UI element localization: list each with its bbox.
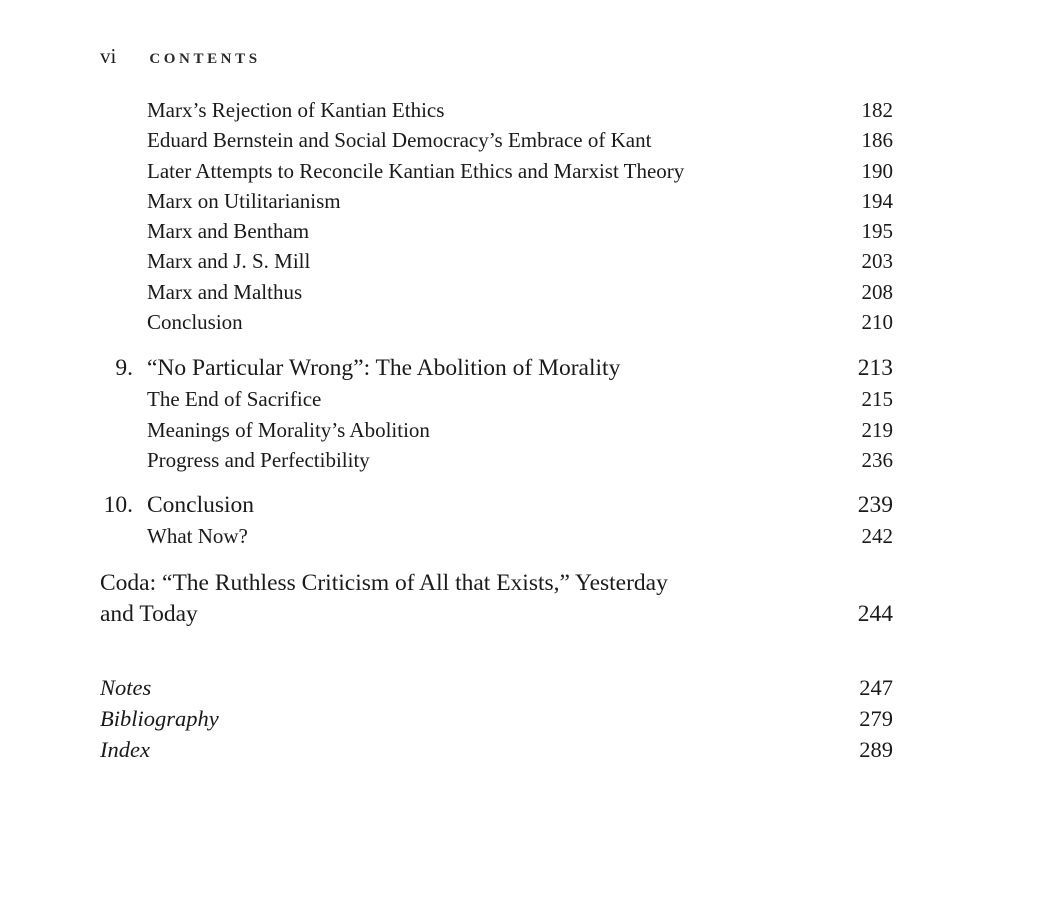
toc-entry-title xyxy=(100,568,668,630)
toc-entry xyxy=(100,186,893,216)
toc-entry-title: Marx’s Rejection of Kantian Ethics xyxy=(147,98,445,122)
toc-entry-page: 279 xyxy=(859,705,893,731)
toc-entry-page: 219 xyxy=(861,417,893,442)
toc-entry-title: What Now? xyxy=(147,524,248,549)
toc-entry-page: 182 xyxy=(861,98,893,122)
chapter-8-sections xyxy=(100,95,893,337)
page-folio: vi xyxy=(100,44,117,68)
running-header xyxy=(100,44,261,69)
toc-entry-page: 186 xyxy=(861,128,893,153)
toc-entry-page: 244 xyxy=(857,600,893,627)
toc-entry-title: Conclusion xyxy=(147,492,255,519)
toc-entry-page: 208 xyxy=(861,279,893,304)
toc-entry-title: Marx and Malthus xyxy=(147,279,303,304)
toc-entry xyxy=(100,521,893,551)
toc-entry-page: 190 xyxy=(861,158,893,183)
toc-chapter-entry xyxy=(100,353,893,384)
toc-entry-page: 236 xyxy=(861,447,893,472)
toc-entry xyxy=(100,95,893,125)
toc-entry-title: Marx and J. S. Mill xyxy=(147,249,311,274)
toc-entry-title: Meanings of Morality’s Abolition xyxy=(147,417,430,442)
toc-backmatter-entry xyxy=(100,703,893,734)
toc-entry xyxy=(100,156,893,186)
toc-entry-page: 210 xyxy=(861,310,893,335)
toc-entry-page: 203 xyxy=(861,249,893,274)
toc-entry-page: 239 xyxy=(857,492,893,519)
toc-entry xyxy=(100,277,893,307)
toc-entry-title: Progress and Perfectibility xyxy=(147,447,370,472)
chapter-number: 10. xyxy=(103,492,133,519)
toc-entry-page: 242 xyxy=(861,524,893,549)
back-matter-block xyxy=(100,672,893,765)
toc-entry xyxy=(100,216,893,246)
toc-backmatter-entry xyxy=(100,734,893,765)
toc-entry-title: Marx and Bentham xyxy=(147,219,310,244)
toc-entry-page: 195 xyxy=(861,219,893,244)
toc-chapter-entry xyxy=(100,490,893,521)
chapter-9-block xyxy=(100,353,893,475)
toc-entry-page: 194 xyxy=(861,188,893,213)
page-title: CONTENTS xyxy=(149,51,261,67)
toc-entry-title: Bibliography xyxy=(100,705,219,731)
toc-entry-title: Eduard Bernstein and Social Democracy’s Embrace of Kant xyxy=(147,128,652,153)
toc-entry-title: Marx on Utilitarianism xyxy=(147,188,341,213)
coda-title-line-2: and Today xyxy=(100,600,198,627)
toc-entry-title: “No Particular Wrong”: The Abolition of Morality xyxy=(147,355,621,382)
toc-entry-page: 215 xyxy=(861,387,893,412)
toc-entry-title: Notes xyxy=(100,674,152,700)
toc-entry-title: The End of Sacrifice xyxy=(147,387,322,412)
toc-entry-page: 247 xyxy=(859,674,893,700)
toc-entry-title: Index xyxy=(100,736,150,762)
toc-entry xyxy=(100,307,893,337)
chapter-10-block xyxy=(100,490,893,551)
toc-coda-entry xyxy=(100,568,893,630)
toc-entry xyxy=(100,445,893,475)
table-of-contents xyxy=(100,95,893,765)
toc-entry xyxy=(100,125,893,155)
toc-entry xyxy=(100,415,893,445)
toc-entry-page: 213 xyxy=(857,355,893,382)
toc-backmatter-entry xyxy=(100,672,893,703)
toc-entry-page: 289 xyxy=(859,736,893,762)
toc-entry-title: Conclusion xyxy=(147,310,243,335)
toc-entry xyxy=(100,246,893,276)
toc-entry-title: Later Attempts to Reconcile Kantian Ethics and Marxist Theory xyxy=(147,158,685,183)
coda-title-line-1: Coda: “The Ruthless Criticism of All that Exists,” Yesterday xyxy=(100,569,668,596)
toc-entry xyxy=(100,384,893,414)
chapter-number: 9. xyxy=(115,355,133,382)
